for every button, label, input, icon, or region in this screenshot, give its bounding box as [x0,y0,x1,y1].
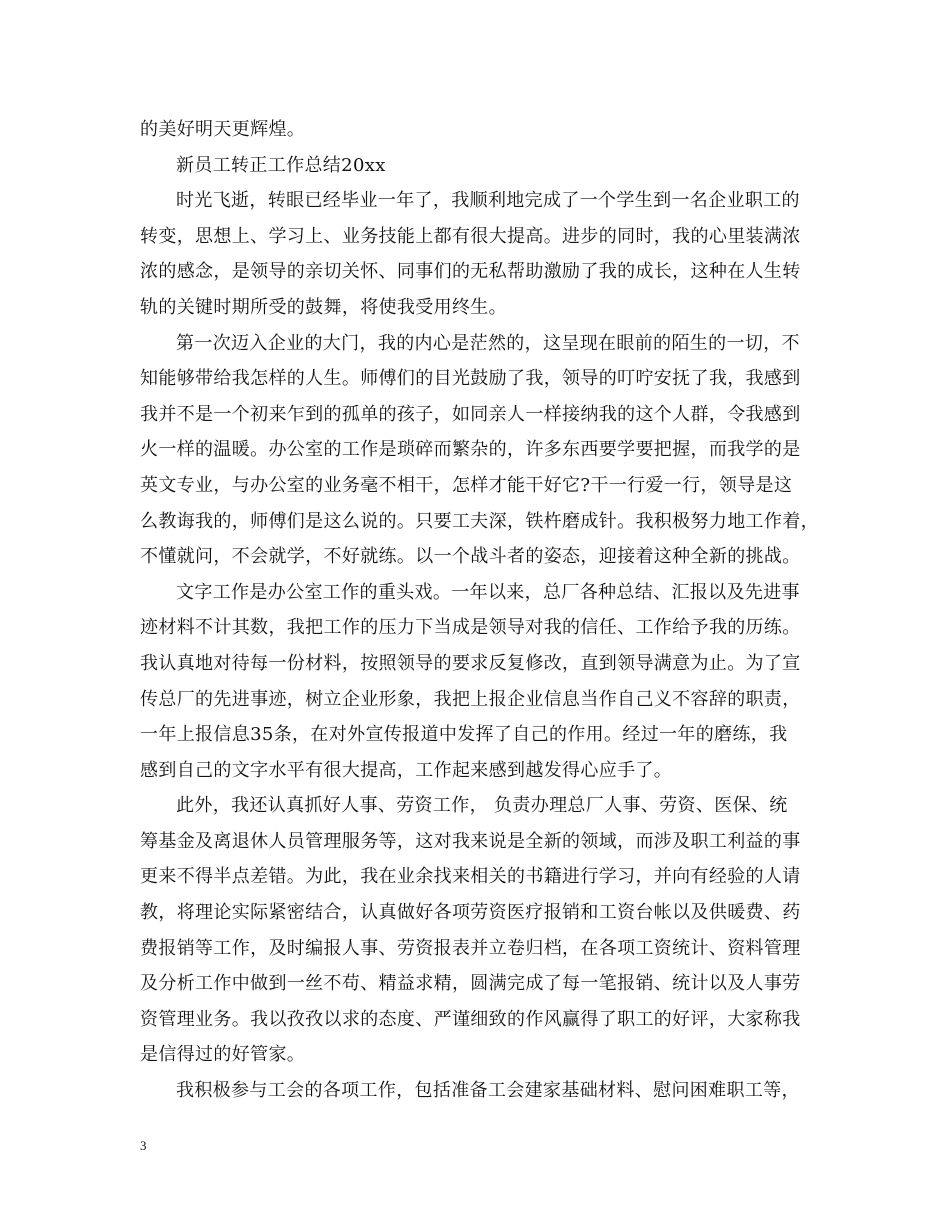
text-line: 此外，我还认真抓好人事、劳资工作， 负责办理总厂人事、劳资、医保、统 [176,795,788,817]
page-number: 3 [140,1138,147,1153]
text-line: 知能够带给我怎样的人生。师傅们的目光鼓励了我，领导的叮咛安抚了我，我感到 [140,368,801,390]
text-line: 传总厂的先进事迹，树立企业形象，我把上报企业信息当作自己义不容辞的职责， [140,688,801,710]
text-line: 迹材料不计其数，我把工作的压力下当成是领导对我的信任、工作给予我的历练。 [140,617,801,639]
text-line: 火一样的温暖。办公室的工作是琐碎而繁杂的，许多东西要学要把握，而我学的是 [140,439,801,461]
text-line: 教，将理论实际紧密结合，认真做好各项劳资医疗报销和工资台帐以及供暖费、药 [140,902,801,924]
text-line: 时光飞逝，转眼已经毕业一年了，我顺利地完成了一个学生到一名企业职工的 [176,190,800,212]
text-line: 英文专业，与办公室的业务毫不相干，怎样才能干好它?干一行爱一行，领导是这 [140,474,793,496]
text-line: 不懂就问，不会就学，不好就练。以一个战斗者的姿态，迎接着这种全新的挑战。 [140,546,801,568]
text-line: 我积极参与工会的各项工作，包括准备工会建家基础材料、慰问困难职工等， [176,1080,800,1102]
text-line: 第一次迈入企业的大门，我的内心是茫然的，这呈现在眼前的陌生的一切，不 [176,332,800,354]
text-line: 资管理业务。我以孜孜以求的态度、严谨细致的作风赢得了职工的好评，大家称我 [140,1008,801,1030]
text-line: 轨的关键时期所受的鼓舞，将使我受用终生。 [140,296,507,318]
text-line: 的美好明天更辉煌。 [140,119,306,140]
text-line: 文字工作是办公室工作的重头戏。一年以来，总厂各种总结、汇报以及先进事 [176,581,800,603]
text-line: 更来不得半点差错。为此，我在业余找来相关的书籍进行学习，并向有经验的人请 [140,866,801,888]
text-line: 浓的感念，是领导的亲切关怀、同事们的无私帮助激励了我的成长，这种在人生转 [140,261,801,283]
text-line: 转变，思想上、学习上、业务技能上都有很大提高。进步的同时，我的心里装满浓 [140,225,801,247]
text-line: 感到自己的文字水平有很大提高，工作起来感到越发得心应手了。 [140,759,673,781]
text-line: 我并不是一个初来乍到的孤单的孩子，如同亲人一样接纳我的这个人群，令我感到 [140,403,801,425]
text-line: 是信得过的好管家。 [140,1044,306,1066]
text-line: 新员工转正工作总结20xx [176,154,386,176]
text-line: 么教诲我的，师傅们是这么说的。只要工夫深，铁杵磨成针。我积极努力地工作着， [140,510,819,532]
text-line: 费报销等工作，及时编报人事、劳资报表并立卷归档，在各项工资统计、资料管理 [140,937,801,959]
text-line: 一年上报信息35条，在对外宣传报道中发挥了自己的作用。经过一年的磨练，我 [140,724,788,746]
text-line: 筹基金及离退休人员管理服务等，这对我来说是全新的领域，而涉及职工利益的事 [140,830,801,852]
text-line: 我认真地对待每一份材料，按照领导的要求反复修改，直到领导满意为止。为了宣 [140,652,801,674]
document-body [140,112,819,1109]
text-line: 及分析工作中做到一丝不苟、精益求精，圆满完成了每一笔报销、统计以及人事劳 [140,973,801,995]
